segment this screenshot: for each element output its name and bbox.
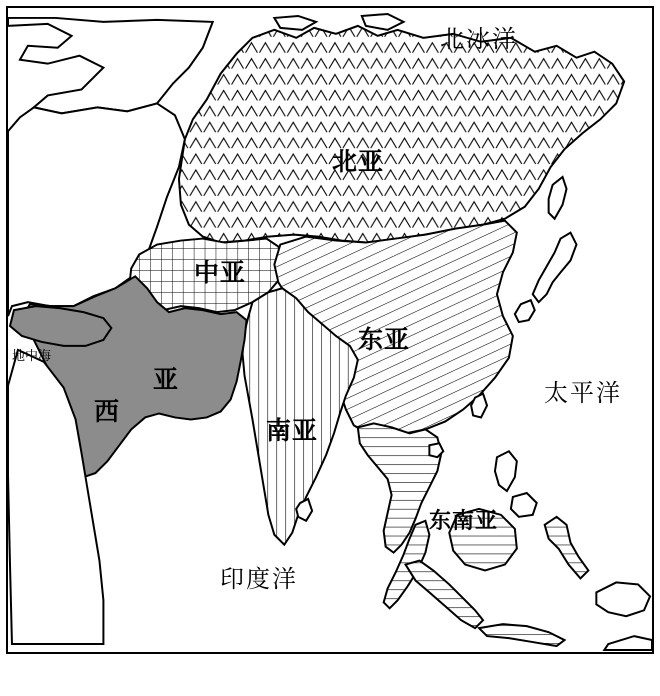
region-label-southeast-asia: 东南亚 [429, 508, 499, 533]
sea-label-mediterranean: 地中海 [12, 348, 52, 363]
region-label-central-asia: 中亚 [194, 259, 247, 287]
region-label-west-asia-char2: 亚 [153, 366, 180, 394]
ocean-label-pacific: 太平洋 [544, 380, 622, 407]
map-frame [6, 6, 654, 654]
ocean-label-indian: 印度洋 [220, 566, 298, 593]
ocean-label-arctic: 北冰洋 [440, 26, 518, 53]
region-label-west-asia-char1: 西 [94, 398, 121, 426]
region-label-north-asia: 北亚 [332, 148, 385, 176]
region-label-south-asia: 南亚 [266, 417, 319, 445]
map-graphic [8, 8, 652, 652]
region-label-east-asia: 东亚 [358, 326, 411, 354]
